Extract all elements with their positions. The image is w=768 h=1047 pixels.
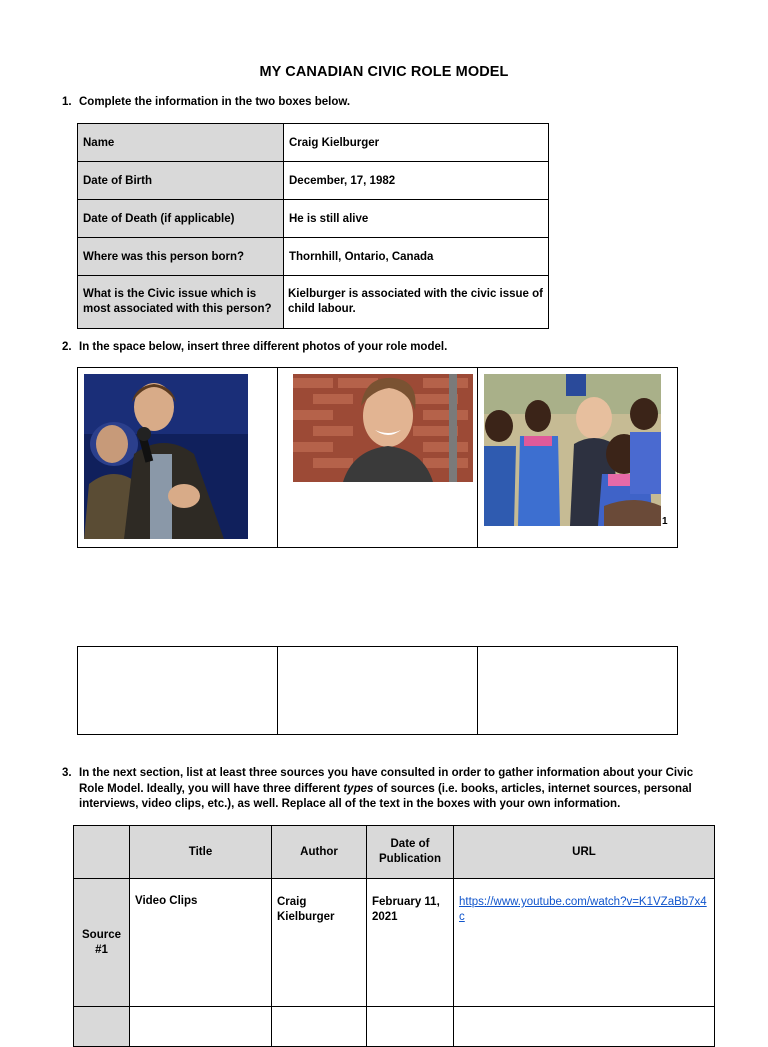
info-value[interactable]: Thornhill, Ontario, Canada [284,238,549,276]
info-row-name [78,124,549,162]
table-row [74,1007,715,1047]
info-label: Where was this person born? [78,238,284,276]
source-author[interactable]: Craig Kielburger [272,879,367,1007]
question-2-text: In the space below, insert three different photos of your role model. [79,341,448,353]
page-title: MY CANADIAN CIVIC ROLE MODEL [259,64,509,80]
sources-header-author: Author [272,826,367,879]
source-author-empty[interactable] [272,1007,367,1047]
question-3 [62,766,742,814]
info-row-birthplace [78,238,549,276]
caption-cell-2[interactable] [278,647,478,735]
source-date[interactable]: February 11, 2021 [367,879,454,1007]
info-row-death [78,200,549,238]
question-2-number: 2. [62,341,72,353]
info-value[interactable]: Kielburger is associated with the civic issue of child labour. [284,276,549,329]
caption-cell-1[interactable] [78,647,278,735]
info-table [77,123,549,329]
sources-header-row [74,826,715,879]
question-3-line-2-start: Role Model. Ideally, you will have three different [79,782,344,795]
info-label: Name [78,124,284,162]
photo-footnote-marker: 1 [662,516,668,527]
photo-cell-2[interactable] [278,368,478,548]
question-1-text: Complete the information in the two boxes below. [79,96,351,108]
info-label: Date of Death (if applicable) [78,200,284,238]
info-value[interactable]: He is still alive [284,200,549,238]
source-title[interactable]: Video Clips [130,879,272,1007]
photo-2-image [293,374,473,482]
question-3-text [79,766,739,813]
source-label-empty [74,1007,130,1047]
photo-cell-3[interactable] [478,368,678,548]
source-label: Source #1 [74,879,130,1007]
photo-3-image [484,374,661,526]
question-1-number: 1. [62,96,72,108]
photo-cell-1[interactable] [78,368,278,548]
question-2 [62,340,742,356]
question-3-emphasis: types [343,782,374,795]
sources-table [73,825,715,1047]
photo-1-image [84,374,248,539]
info-label: What is the Civic issue which is most associated with this person? [78,276,284,329]
source-url-link[interactable]: https://www.youtube.com/watch?v=K1VZaBb7x4c [459,896,707,923]
sources-header-url: URL [454,826,715,879]
info-row-civic-issue [78,276,549,329]
source-url-empty[interactable] [454,1007,715,1047]
question-3-line-2 [79,782,739,798]
photo-caption-table [77,646,678,735]
photo-table [77,367,678,548]
source-url-cell[interactable] [454,879,715,1007]
question-1 [62,95,742,111]
question-3-number: 3. [62,767,72,779]
question-3-line-1: In the next section, list at least three sources you have consulted in order to gather information about your Civic [79,767,694,779]
sources-header-blank [74,826,130,879]
info-value[interactable]: December, 17, 1982 [284,162,549,200]
sources-header-date: Date of Publication [367,826,454,879]
info-row-birth [78,162,549,200]
source-date-empty[interactable] [367,1007,454,1047]
question-3-line-3: interviews, video clips, etc.), as well. Replace all of the text in the boxes with your own information. [79,798,621,810]
info-label: Date of Birth [78,162,284,200]
caption-cell-3[interactable] [478,647,678,735]
info-value[interactable]: Craig Kielburger [284,124,549,162]
question-3-line-2-end: of sources (i.e. books, articles, internet sources, personal [373,782,692,795]
sources-header-title: Title [130,826,272,879]
table-row [74,879,715,1007]
source-title-empty[interactable] [130,1007,272,1047]
